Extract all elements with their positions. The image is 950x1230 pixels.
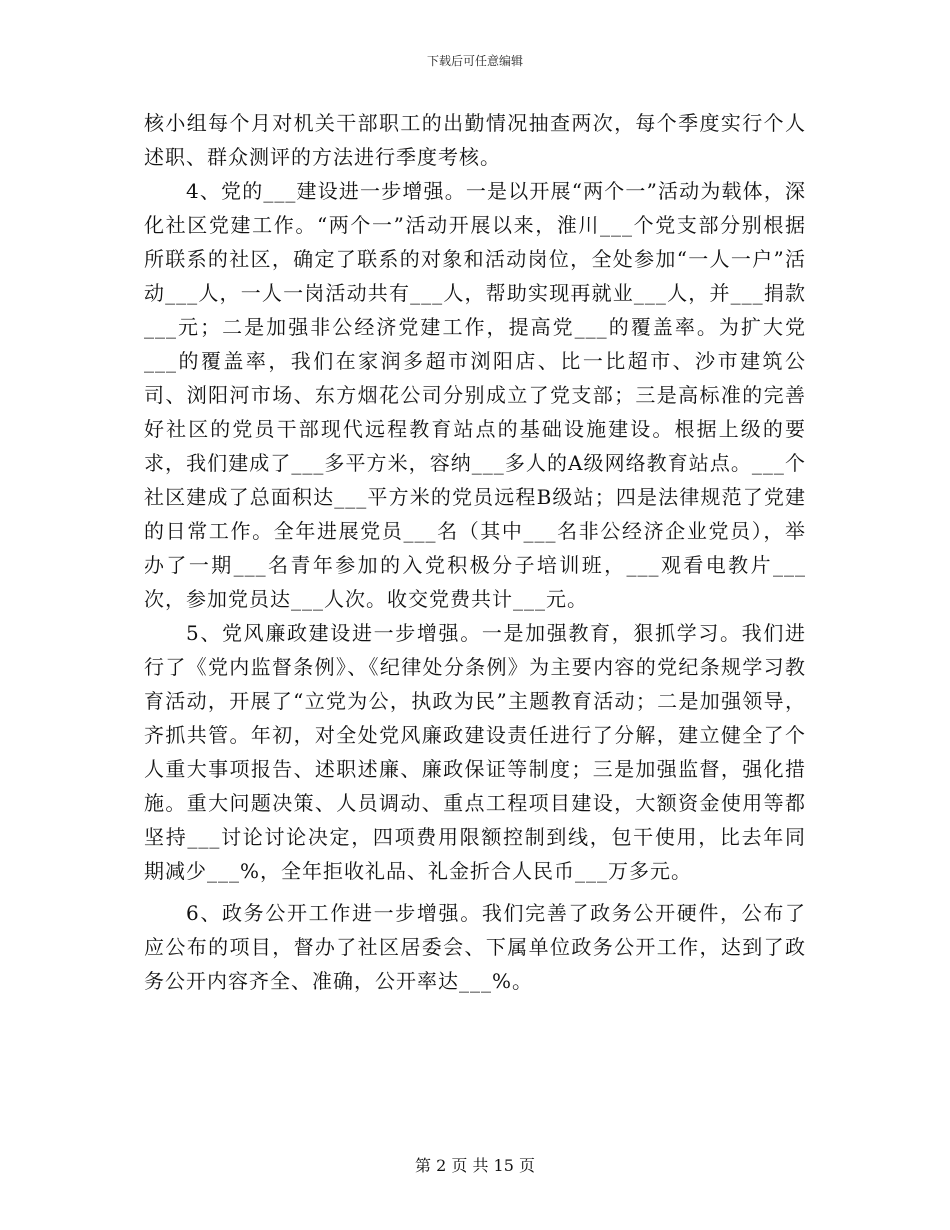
paragraph-continuation: 核小组每个月对机关干部职工的出勤情况抽查两次，每个季度实行个人述职、群众测评的方法进行季度考核。 <box>144 111 806 169</box>
paragraph-government-affairs: 6、政务公开工作进一步增强。我们完善了政务公开硬件，公布了应公布的项目，督办了社区居委会、下属单位政务公开工作，达到了政务公开内容齐全、准确，公开率达___%。 <box>144 901 806 993</box>
paragraph-gap <box>144 888 806 896</box>
page-header: 下载后可任意编辑 <box>426 54 523 68</box>
paragraph-party-building: 4、党的___建设进一步增强。一是以开展“两个一”活动为载体，深化社区党建工作。“两个一”活动开展以来，淮川___个党支部分别根据所联系的社区，确定了联系的对象和活动岗位，全处参加“一人一户”活动___人，一人一岗活动共有___人，帮助实现再就业___人，并___捐款___元；二是加强非公经济党建工作，提高党___的覆盖率。为扩大党___的覆盖率，我们在家润多超市浏阳店、比一比超市、沙市建筑公司、浏阳河市场、东方烟花公司分别成立了党支部；三是高标准的完善好社区的党员干部现代远程教育站点的基础设施建设。根据上级的要求，我们建成了___多平方米，容纳___多人的A级网络教育站点。___个社区建成了总面积达___平方米的党员远程B级站；四是法律规范了党建的日常工作。全年进展党员___名（其中___名非公经济企业党员），举办了一期___名青年参加的入党积极分子培训班，___观看电教片___次，参加党员达___人次。收交党费共计___元。 <box>144 179 806 611</box>
paragraph-clean-governance: 5、党风廉政建设进一步增强。一是加强教育，狠抓学习。我们进行了《党内监督条例》、《纪律处分条例》为主要内容的党纪条规学习教育活动，开展了“立党为公，执政为民”主题教育活动；二是加强领导，齐抓共管。年初，对全处党风廉政建设责任进行了分解，建立健全了个人重大事项报告、述职述廉、廉政保证等制度；三是加强监督，强化措施。重大问题决策、人员调动、重点工程项目建设，大额资金使用等都坚持___讨论讨论决定，四项费用限额控制到线，包干使用，比去年同期减少___%，全年拒收礼品、礼金折合人民币___万多元。 <box>144 621 806 883</box>
page-footer: 第 2 页 共 15 页 <box>415 1156 535 1175</box>
document-body <box>144 106 806 998</box>
